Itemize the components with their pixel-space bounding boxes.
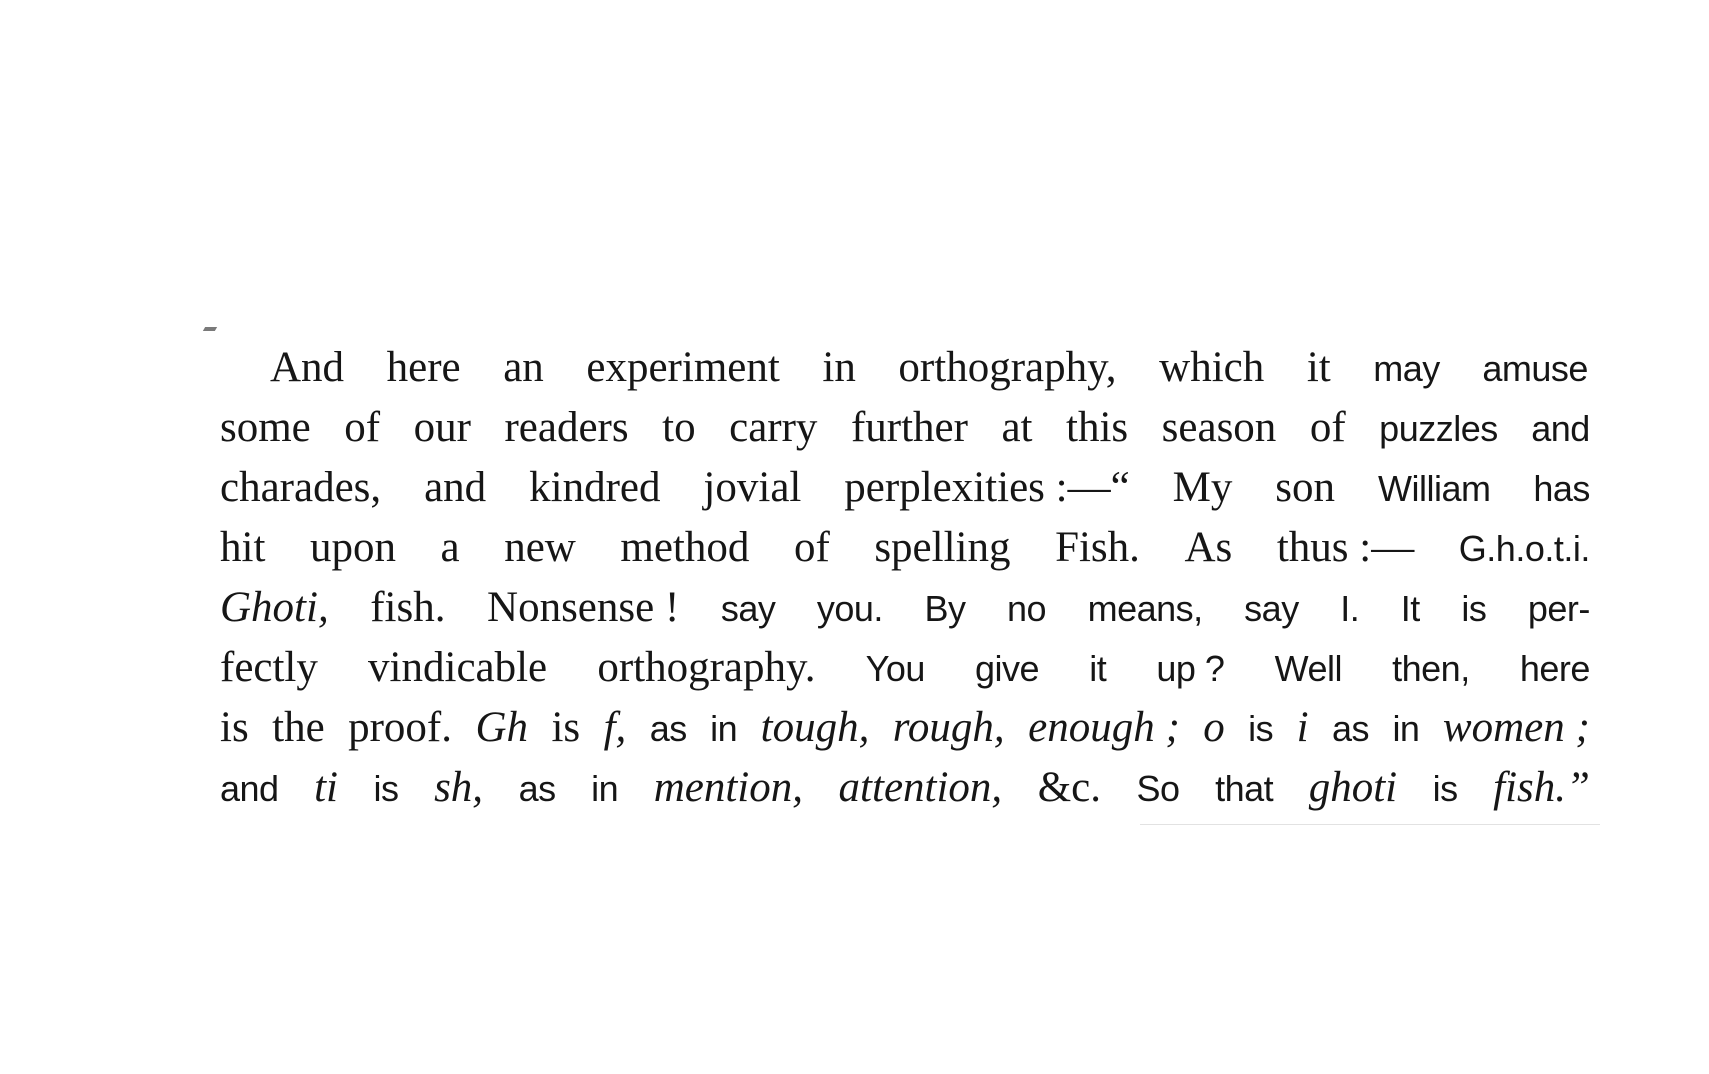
text-line-2 <box>220 398 1590 458</box>
word: fish.” <box>1493 764 1590 811</box>
word: upon <box>309 524 396 571</box>
word: as <box>518 768 556 809</box>
word: Gh <box>475 704 528 751</box>
word: o <box>1203 704 1225 751</box>
word: as <box>1331 708 1369 749</box>
word: William <box>1377 468 1491 509</box>
word: sh, <box>434 764 484 811</box>
word: this <box>1066 404 1129 451</box>
word: may <box>1373 348 1440 389</box>
word: is <box>1248 708 1274 749</box>
word: of <box>793 524 830 571</box>
text-line-8 <box>220 758 1590 818</box>
word: charades, <box>220 464 382 511</box>
word: readers <box>504 404 629 451</box>
word: and <box>220 768 279 809</box>
word: My <box>1172 464 1233 511</box>
word: kindred <box>529 464 661 511</box>
word: here <box>1519 648 1590 689</box>
word: that <box>1215 768 1274 809</box>
word: spelling <box>874 524 1011 571</box>
word: perplexities :—“ <box>844 464 1130 511</box>
word: has <box>1533 468 1590 509</box>
text-line-7 <box>220 698 1590 758</box>
word: is <box>1461 588 1487 629</box>
word: It <box>1400 588 1420 629</box>
word: you. <box>816 588 883 629</box>
word: an <box>503 344 544 391</box>
word: to <box>662 404 696 451</box>
word: &c. <box>1037 764 1101 811</box>
word: i <box>1296 704 1309 751</box>
text-line-3 <box>220 458 1590 518</box>
word: I. <box>1340 588 1360 629</box>
word: Fish. <box>1055 524 1140 571</box>
word: By <box>924 588 966 629</box>
word: tough, <box>760 704 870 751</box>
word: say <box>720 588 776 629</box>
word: As <box>1184 524 1233 571</box>
word: no <box>1007 588 1047 629</box>
print-speck <box>203 327 217 331</box>
word: So <box>1136 768 1180 809</box>
word: at <box>1001 404 1033 451</box>
word: season <box>1161 404 1277 451</box>
word: amuse <box>1482 348 1588 389</box>
word: orthography, <box>898 344 1117 391</box>
text-line-5 <box>220 578 1590 638</box>
scan-edge-line <box>1140 824 1600 825</box>
word: it <box>1089 648 1107 689</box>
word: proof. <box>348 704 452 751</box>
word: of <box>344 404 381 451</box>
word: further <box>850 404 968 451</box>
word: G.h.o.t.i. <box>1458 528 1590 569</box>
word: ghoti <box>1308 764 1398 811</box>
word: up ? <box>1156 648 1225 689</box>
word: vindicable <box>368 644 548 691</box>
word: in <box>1392 708 1420 749</box>
word: thus :— <box>1276 524 1415 571</box>
word: rough, <box>892 704 1005 751</box>
word: the <box>272 704 325 751</box>
word: in <box>822 344 856 391</box>
word: attention, <box>838 764 1003 811</box>
word: enough ; <box>1028 704 1180 751</box>
word: f, <box>603 704 627 751</box>
word: of <box>1309 404 1346 451</box>
text-line-6 <box>220 638 1590 698</box>
word: is <box>220 704 249 751</box>
word: mention, <box>653 764 804 811</box>
word: son <box>1275 464 1336 511</box>
word: and <box>1531 408 1590 449</box>
text-line-1 <box>270 338 1588 398</box>
word: women ; <box>1442 704 1590 751</box>
word: then, <box>1392 648 1470 689</box>
word: fish. <box>370 584 446 631</box>
word: ti <box>314 764 339 811</box>
word: You <box>865 648 925 689</box>
word: new <box>504 524 576 571</box>
word: is <box>551 704 581 751</box>
word: give <box>975 648 1040 689</box>
word: a <box>440 524 460 571</box>
word: And <box>270 344 345 391</box>
word: jovial <box>703 464 802 511</box>
word: some <box>220 404 311 451</box>
word: in <box>710 708 738 749</box>
word: per- <box>1527 588 1590 629</box>
word: which <box>1159 344 1265 391</box>
word: it <box>1306 344 1331 391</box>
word: method <box>620 524 750 571</box>
word: say <box>1244 588 1299 629</box>
word: in <box>591 768 619 809</box>
word: Ghoti, <box>220 584 329 631</box>
word: hit <box>220 524 266 571</box>
word: Well <box>1274 648 1342 689</box>
word: is <box>1432 768 1458 809</box>
word: Nonsense ! <box>487 584 680 631</box>
word: carry <box>729 404 818 451</box>
word: and <box>424 464 487 511</box>
text-line-4 <box>220 518 1590 578</box>
word: orthography. <box>597 644 816 691</box>
word: means, <box>1087 588 1203 629</box>
word: as <box>649 708 687 749</box>
word: here <box>386 344 461 391</box>
word: is <box>373 768 399 809</box>
word: fectly <box>220 644 318 691</box>
word: experiment <box>586 344 780 391</box>
word: puzzles <box>1379 408 1498 449</box>
word: our <box>413 404 471 451</box>
